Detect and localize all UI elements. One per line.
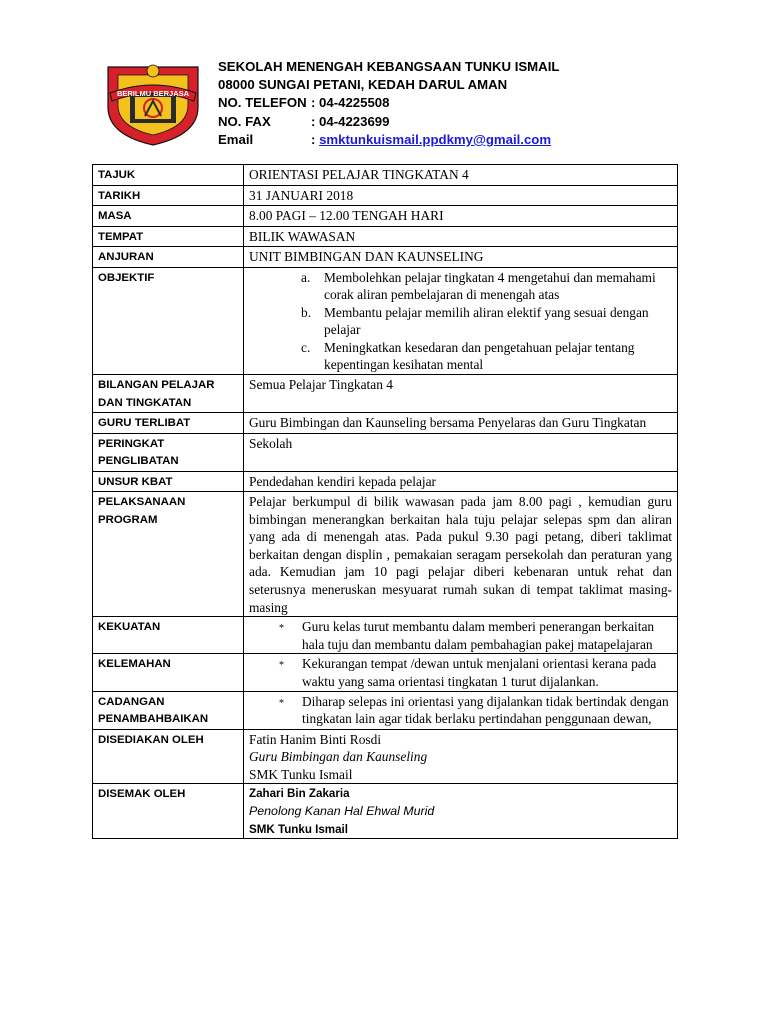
disemak-value xyxy=(244,784,678,839)
disemak-label: DISEMAK OLEH xyxy=(93,784,244,839)
tajuk-value: ORIENTASI PELAJAR TINGKATAN 4 xyxy=(244,165,678,186)
kekuatan-list xyxy=(249,618,672,653)
list-item xyxy=(279,693,672,728)
cadangan-list xyxy=(249,693,672,728)
list-item xyxy=(301,304,672,339)
bilangan-label: BILANGAN PELAJAR DAN TINGKATAN xyxy=(93,375,244,413)
table-row xyxy=(93,267,678,375)
school-address: 08000 SUNGAI PETANI, KEDAH DARUL AMAN xyxy=(218,77,508,93)
disediakan-label: DISEDIAKAN OLEH xyxy=(93,729,244,784)
objektif-label: OBJEKTIF xyxy=(93,267,244,375)
list-marker: c. xyxy=(301,339,311,355)
table-row xyxy=(93,691,678,729)
disediakan-value xyxy=(244,729,678,784)
table-row xyxy=(93,784,678,839)
telefon-label: NO. TELEFON xyxy=(218,95,307,111)
objektif-list xyxy=(249,269,672,375)
cadangan-label: CADANGAN PENAMBAHBAIKAN xyxy=(93,691,244,729)
email-row xyxy=(218,131,559,149)
tarikh-value: 31 JANUARI 2018 xyxy=(244,185,678,206)
anjuran-label: ANJURAN xyxy=(93,247,244,268)
table-row xyxy=(93,413,678,434)
masa-label: MASA xyxy=(93,206,244,227)
table-row xyxy=(93,185,678,206)
fax-label: NO. FAX xyxy=(218,113,271,129)
kelemahan-list xyxy=(249,655,672,690)
peringkat-label: PERINGKAT PENGLIBATAN xyxy=(93,433,244,471)
tempat-value: BILIK WAWASAN xyxy=(244,226,678,247)
guru-label: GURU TERLIBAT xyxy=(93,413,244,434)
school-info xyxy=(218,58,559,149)
cadangan-value xyxy=(244,691,678,729)
school-crest-icon xyxy=(104,57,202,147)
pelaksanaan-label: PELAKSANAAN PROGRAM xyxy=(93,492,244,617)
letterhead xyxy=(0,0,768,160)
pelaksanaan-value: Pelajar berkumpul di bilik wawasan pada jam 8.00 pagi , kemudian guru bimbingan menerangkan berkaitan hala tuju pelajar selepas spm dan aliran yang ada di menengah atas. Pada pukul 9.30 pagi petang, diberi taklimat berkaitan dengan displin , pemakaian seragam persekolah dan peraturan yang ada. Kemudian jam 10 pagi pelajar diberi kebenaran untuk rehat dan seterusnya meneruskan mesyuarat rumah sukan di tempat taklimat masing-masing xyxy=(244,492,678,617)
objektif-value xyxy=(244,267,678,375)
preparer-role: Guru Bimbingan dan Kaunseling xyxy=(249,749,428,765)
tempat-label: TEMPAT xyxy=(93,226,244,247)
table-row xyxy=(93,617,678,654)
telefon-row xyxy=(218,94,559,112)
reviewer-school: SMK Tunku Ismail xyxy=(249,822,348,836)
masa-value: 8.00 PAGI – 12.00 TENGAH HARI xyxy=(244,206,678,227)
list-marker: b. xyxy=(301,304,312,320)
list-item-text: Guru kelas turut membantu dalam memberi penerangan berkaitan hala tuju dan membantu dalam pembahagian pakej matapelajaran xyxy=(302,619,655,652)
table-row xyxy=(93,471,678,492)
fax-row xyxy=(218,113,559,131)
table-row xyxy=(93,375,678,413)
reviewer-name: Zahari Bin Zakaria xyxy=(249,787,350,801)
list-item-text: Membolehkan pelajar tingkatan 4 mengetahui dan memahami corak aliran pembelajaran di menengah atas xyxy=(324,269,656,303)
kbat-value: Pendedahan kendiri kepada pelajar xyxy=(244,471,678,492)
table-row xyxy=(93,654,678,691)
email-link[interactable]: smktunkuismail.ppdkmy@gmail.com xyxy=(319,131,552,147)
table-row xyxy=(93,433,678,471)
list-item xyxy=(301,269,672,304)
bullet-star-icon: * xyxy=(279,623,284,635)
kekuatan-label: KEKUATAN xyxy=(93,617,244,654)
table-row xyxy=(93,165,678,186)
fax-value: : 04-4223699 xyxy=(311,113,390,129)
preparer-name: Fatin Hanim Binti Rosdi xyxy=(249,731,382,747)
list-item xyxy=(279,655,672,690)
kelemahan-value xyxy=(244,654,678,691)
kelemahan-label: KELEMAHAN xyxy=(93,654,244,691)
guru-value: Guru Bimbingan dan Kaunseling bersama Penyelaras dan Guru Tingkatan xyxy=(244,413,678,434)
bullet-star-icon: * xyxy=(279,697,284,709)
list-item-text: Meningkatkan kesedaran dan pengetahuan pelajar tentang kepentingan kesihatan mental xyxy=(324,339,635,373)
peringkat-value: Sekolah xyxy=(244,433,678,471)
telefon-value: : 04-4225508 xyxy=(311,95,390,111)
logo-banner-text: BERILMU BERJASA xyxy=(116,89,190,98)
preparer-school: SMK Tunku Ismail xyxy=(249,766,353,782)
kekuatan-value xyxy=(244,617,678,654)
table-row xyxy=(93,729,678,784)
table-row xyxy=(93,247,678,268)
reviewer-role: Penolong Kanan Hal Ehwal Murid xyxy=(249,803,435,818)
list-item xyxy=(279,618,672,653)
email-label: Email xyxy=(218,131,254,147)
school-name: SEKOLAH MENENGAH KEBANGSAAN TUNKU ISMAIL xyxy=(218,59,560,74)
tajuk-label: TAJUK xyxy=(93,165,244,186)
email-separator: : xyxy=(311,131,316,147)
list-item-text: Membantu pelajar memilih aliran elektif yang sesuai dengan pelajar xyxy=(324,304,649,338)
list-item-text: Diharap selepas ini orientasi yang dijalankan tidak bertindak dengan tingkatan lain agar tidak berlaku pertindahan penggunaan dewan, xyxy=(302,693,669,727)
table-row xyxy=(93,492,678,617)
list-marker: a. xyxy=(301,269,311,285)
table-row xyxy=(93,226,678,247)
tarikh-label: TARIKH xyxy=(93,185,244,206)
list-item xyxy=(301,339,672,374)
anjuran-value: UNIT BIMBINGAN DAN KAUNSELING xyxy=(244,247,678,268)
table-row xyxy=(93,206,678,227)
kbat-label: UNSUR KBAT xyxy=(93,471,244,492)
report-table xyxy=(92,164,678,839)
bilangan-value: Semua Pelajar Tingkatan 4 xyxy=(244,375,678,413)
list-item-text: Kekurangan tempat /dewan untuk menjalani orientasi kerana pada waktu yang sama orientasi tingkatan 1 turut dijalankan. xyxy=(302,656,657,689)
bullet-star-icon: * xyxy=(279,660,284,672)
